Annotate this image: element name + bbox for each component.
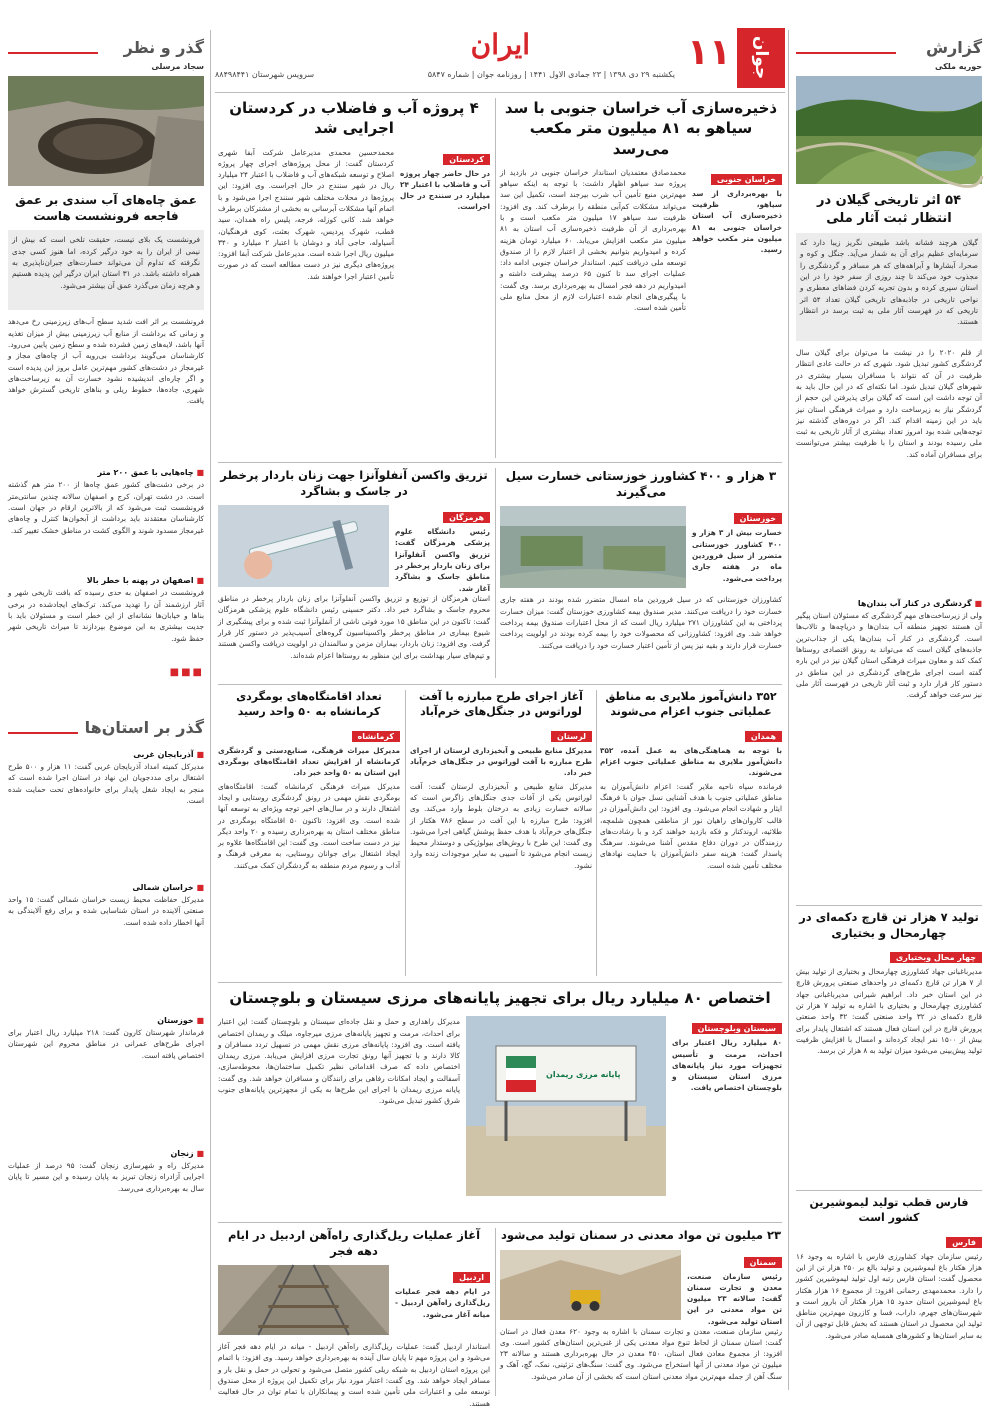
gilan-subhead: ■ گردشگری در کنار آب بندان‌ها [857,599,982,609]
khorasan-headline[interactable]: ذخیره‌سازی آب خراسان جنوبی با سد سیاهو به ۸۱ میلیون متر مکعب می‌رسد [504,99,778,158]
subsidence-subhead-1: ■ چاه‌هایی با عمق ۲۰۰ متر [97,468,204,478]
column-divider [210,30,211,1390]
khuzestan-tag: خوزستان [734,513,782,524]
left-section-title: گذر و نظر [123,38,204,57]
kermanshah-tag: کرمانشاه [352,731,400,742]
fars-body: رئیس سازمان جهاد کشاورزی فارس با اشاره به وجود ۱۶ هزار هکتار باغ لیموشیرین و تولید بالغ بر ۲۵۰ هزار تن از این محصول گفت: استان فارس رتبه اول تولید لیموشیرین کشور را دارد. محمدمهدی رحمانی افزود: از مجموع ۱۶ هزار هکتار باغ لیموشیرین استان حدود ۱۵ هزار هکتار آن بارور است و شهرستان‌های جهرم، داراب، فسا و کازرون مهم‌ترین مناطق تولید این محصول در استان هستند که بخش قابل توجهی از آن به سایر استان‌ها و کشورهای همسایه صادر می‌شود. [796,1251,982,1340]
lorestan-headline[interactable]: آغاز اجرای طرح مبارزه با آفت لوراتوس در جنگل‌های خرم‌آباد [419,690,583,718]
khorasan-tag: خراسان جنوبی [711,174,782,185]
kurdistan-article [218,98,490,458]
gilan-headline[interactable]: ۵۴ اثر تاریخی گیلان در انتظار ثبت آثار ملی [816,193,962,226]
azarbaijan-title-text: آذربایجان غربی [133,750,194,759]
hamedan-headline[interactable]: ۳۵۲ دانش‌آموز ملایری به مناطق عملیاتی جنوب اعزام می‌شوند [605,690,777,718]
gilan-lead: گیلان هرچند فشانه باشد طبیعتی نگریز زیبا دارد که سرمایه‌ای عظیم برای آن به شمار می‌آید. جنگل و کوه و صحرا، آبشارها و آبراهه‌های که هر مسافر و گردشگری را مجذوب خود می‌کند تا چند روزی از سفر خود را در این استان سپری کرده و بدون تجربه کردن فضاهای معطری و نواحی تاریخی در جاذبه‌های تاریخی گیلان تعداد ۵۴ اثر تاریخی که در فهرست آثار ملی به ثبت برسد در انتظار هستند. [796,233,982,341]
sistan-headline[interactable]: اختصاص ۸۰ میلیارد ریال برای تجهیز پایانه‌های مرزی سیستان و بلوچستان [229,989,771,1007]
left-author: سجاد مرسلی [151,62,204,71]
row-divider [218,1222,782,1223]
ardabil-headline[interactable]: آغاز عملیات ریل‌گذاری راه‌آهن اردبیل در ایام دهه فجر [227,1228,481,1258]
subsidence-subhead-1-text: چاه‌هایی با عمق ۲۰۰ متر [97,468,194,478]
contact-line: سرویس شهرستان ۸۸۴۹۸۴۴۱ [215,70,315,79]
khuzestan-lead: خسارت بیش از ۳ هزار و ۴۰۰ کشاورز خوزستانی متضرر از سیل فروردین ماه در هفته جاری پرداخت می‌شود. [692,528,782,583]
khuzestan-brief-title-text: خوزستان [157,1016,194,1025]
zanjan-title-text: زنجان [170,1149,194,1158]
semnan-headline[interactable]: ۲۳ میلیون تن مواد معدنی در سمنان تولید می‌شود [500,1228,782,1242]
article-divider [405,690,406,976]
provinces-news [8,748,204,1393]
subsidence-subhead-2: ■ اصفهان در پهنه با خطر بالا [86,576,204,586]
gilan-landscape-photo [796,76,982,184]
zanjan-text: مدیرکل راه و شهرسازی زنجان گفت: ۹۵ درصد از عملیات اجرایی آزادراه زنجان تبریز به پایان رسیده و این مسیر تا پایان سال به بهره‌برداری می‌رسد. [8,1161,204,1193]
hamedan-body: فرمانده سپاه ناحیه ملایر گفت: اعزام دانش‌آموزان به مناطق عملیاتی جنوب با هدف آشنایی نسل جوان با فرهنگ ایثار و شهادت انجام می‌شود. وی افزود: این دانش‌آموزان در قالب کاروان‌های راهیان نور از مناطقی همچون شلمچه، طلائیه، اروندکنار و فکه بازدید خواهند کرد و با رشادت‌های رزمندگان در دوران دفاع مقدس آشنا می‌شوند. سرهنگ پاسدار گفت: هزینه سفر دانش‌آموزان با حمایت نهادهای مختلف تأمین شده است. [600,781,782,870]
sistan-body: مدیرکل راهداری و حمل و نقل جاده‌ای سیستان و بلوچستان گفت: این اعتبار برای احداث، مرمت و تجهیز پایانه‌های مرزی میرجاوه، میلک و ریمدان اختصاص یافته است. وی افزود: پایانه‌های مرزی نقش مهمی در تسهیل تردد مسافران و کالا دارند و با تجهیز آنها رونق تجارت مرزی افزایش می‌یابد. مرزی ریمدان اختصاص داده که صرف اقداماتی نظیر تکمیل ساختمان‌ها، محوطه‌سازی، آسفالت و ایجاد امکانات رفاهی برای رانندگان و مسافران خواهد شد. وی گفت: پایانه مرزی ریمدان با اجرای این طرح‌ها به یکی از مجهزترین پایانه‌های جنوب شرق کشور تبدیل می‌شود. [218,1017,460,1106]
gilan-subhead-text: گردشگری در کنار آب بندان‌ها [857,599,972,609]
subsidence-article [8,192,204,712]
kermanshah-lead: مدیرکل میراث فرهنگی، صنایع‌دستی و گردشگری کرمانشاه از افزایش تعداد اقامتگاه‌های بومگردی این استان به ۵۰ واحد خبر داد. [218,745,400,778]
left-section-header [8,38,204,64]
khorasan-lead: با بهره‌برداری از سد سیاهو، ظرفیت ذخیره‌سازی آب استان خراسان جنوبی به ۸۱ میلیون متر مکعب خواهد رسید. [692,188,782,255]
column-divider [788,30,789,1390]
subsidence-body-3: فرونشست در اصفهان به حدی رسیده که بافت تاریخی شهر و آثار ارزشمند آن را تهدید می‌کند. ترک‌های ایجادشده در برخی بناها و خیابان‌ها نشانه‌ای از این خطر است و مسئولان باید با جدیت بیشتری به این موضوع بپردازند تا میراث تاریخی شهر حفظ شود. [8,588,204,643]
ardabil-body: استاندار اردبیل گفت: عملیات ریل‌گذاری راه‌آهن اردبیل - میانه در ایام دهه فجر آغاز می‌شود و این پروژه مهم تا پایان سال آینده به بهره‌برداری خواهد رسید. وی افزود: با اتمام این پروژه استان اردبیل به شبکه ریلی کشور متصل می‌شود و تحولی در حمل و نقل بار و مسافر ایجاد خواهد شد. وی گفت: اعتبار مورد نیاز برای تکمیل این پروژه از محل صندوق توسعه ملی و اعتبارات ملی تأمین شده است و پیمانکاران با تمام توان در حال فعالیت هستند. [218,1342,490,1408]
khorasan-north-title: ■ خراسان شمالی [132,883,204,892]
ardabil-lead: در ایام دهه فجر عملیات ریل‌گذاری راه‌آهن اردبیل - میانه آغاز می‌شود. [395,1287,490,1319]
right-author: حوریه ملکی [935,62,982,71]
khorasan-body: محمدصادق معتمدیان استاندار خراسان جنوبی در بازدید از پروژه سد سیاهو اظهار داشت: با توجه به اینکه سیاهو مهم‌ترین منبع تأمین آب شرب بیرجند است، تکمیل این سد می‌تواند مشکلات کم‌آبی منطقه را برطرف کند. وی افزود: ظرفیت سد سیاهو ۱۷ میلیون متر مکعب است و با بهره‌برداری از آن ظرفیت ذخیره‌سازی آب استان به ۸۱ میلیون متر مکعب افزایش می‌یابد. ۶۰ میلیارد تومان هزینه کرده و امیدواریم بتوانیم بخشی از اعتبار لازم را از صندوق توسعه ملی دریافت کنیم. استاندار خراسان جنوبی ادامه داد: عملیات اجرای سد تا کنون ۶۵ درصد پیشرفت داشته و امیدواریم در دهه فجر امسال به بهره‌برداری برسد. وی گفت: با پیگیری‌های انجام شده اعتبارات لازم از محل منابع ملی تأمین شده است. [500,167,687,313]
article-divider [495,468,496,678]
subsidence-body: فرونشست بر اثر افت شدید سطح آب‌های زیرزمینی رخ می‌دهد و زمانی که برداشت از منابع آب زیرزمینی بیش از میزان تغذیه آنها باشد، لایه‌های زمین فشرده شده و سطح زمین پایین می‌رود. کارشناسان می‌گویند برداشت بی‌رویه آب از چاه‌های مجاز و غیرمجاز در دشت‌های کشور مهم‌ترین عامل بروز این پدیده است و اگر چاره‌ای اندیشیده نشود خسارت آن به زیرساخت‌های شهری، جاده‌ها، خطوط ریلی و بناهای تاریخی گسترش خواهد یافت. [8,317,204,406]
khuzestan-article [500,468,782,678]
kurdistan-lead: در حال حاضر چهار پروژه آب و فاضلاب با اعتبار ۲۴ میلیارد در سنندج در حال اجراست. [400,168,490,212]
vaccine-photo [218,505,389,587]
masthead [215,28,785,88]
hormozgan-lead: رئیس دانشگاه علوم پزشکی هرمزگان گفت: تزریق واکسن آنفلوآنزا برای زنان باردار پرخطر در مناطق جاسک و بشاگرد آغاز شد. [395,527,490,593]
semnan-tag: سمنان [744,1257,782,1268]
newspaper-logo[interactable]: جوان [737,28,785,88]
mushroom-tag: چهار محال وبختیاری [890,952,982,963]
article-divider [495,98,496,458]
section-accent-bar [8,732,78,734]
sistan-article [218,988,782,1218]
khorasan-north-title-text: خراسان شمالی [132,883,194,892]
fars-tag: فارس [946,1237,982,1248]
article-divider [796,905,982,906]
date-line: یکشنبه ۲۹ دی ۱۳۹۸ | ۲۳ جمادی الاول ۱۴۴۱ | روزنامه جوان | شماره ۵۸۴۷ [427,70,675,79]
kermanshah-article [218,690,400,976]
gilan-body-2: ولی از زیرساخت‌های مهم گردشگری که مسئولان استان پیگیر آن هستند تجهیز منطقه آب بندان‌ها و دریاچه‌ها و تالاب‌ها است. گردشگری در کنار آب بندان‌ها یکی از جذاب‌ترین جاذبه‌های گیلان است که می‌تواند به رونق اقتصادی روستاها کمک کند و معاون میراث فرهنگی استان گیلان نیز در این باره گفته است اجرای طرح‌های گردشگری در این مناطق در دستور کار قرار دارد و ثبت آثار تاریخی در فهرست آثار ملی نیز سرعت خواهد گرفت. [796,611,982,700]
lorestan-lead: مدیرکل منابع طبیعی و آبخیزداری لرستان از اجرای طرح مبارزه با آفت لوراتوس در جنگل‌های خرم‌آباد خبر داد. [410,745,592,778]
border-terminal-photo [466,1016,666,1196]
section-accent-bar [796,52,896,54]
gilan-body: از قلم ۲۰۲۰ را در نیشت ما می‌توان برای گیلان سال گردشگری کشور تبدیل شود. شهری که در حالت عادی انتظار ظرفیت در آن که نتواند با مسافران بسیار بیشتری در شهرهای گیلان تبدیل شود. اما نکته‌ای که در این حال باید به آن توجه داشت این است که گیلان برای پذیرفتن این حجم از گردشگر نیاز به زیرساخت دارد و میراث فرهنگی استان نیز باید در این زمینه اقدام کند. اگر در دوره‌های گذشته نیز توجه‌هایی شده بود امروز تعداد بیشتری از آثار تاریخی به ثبت ملی رسیده بودند و استان را با ظرفیت بیشتر می‌توانست برای مسافران آماده کند. [796,348,982,459]
sinkhole-photo [8,76,204,186]
end-marks: ■■■ [169,667,204,679]
row-divider [218,462,782,463]
hormozgan-headline[interactable]: تزریق واکسن آنفلوآنزا جهت زنان باردار پرخطر در جاسک و بشاگرد [220,468,488,498]
ardabil-article [218,1228,490,1408]
khorasan-article [500,98,782,458]
lorestan-article [410,690,592,976]
kurdistan-headline[interactable]: ۴ پروژه آب و فاضلاب در کردستان اجرایی شد [229,99,479,138]
azarbaijan-text: مدیرکل کمیته امداد آذربایجان غربی گفت: ۱۱ هزار و ۵۰۰ طرح اشتغال برای مددجویان این نهاد در استان اجرا شده است که منجر به ایجاد شغل پایدار برای خانواده‌های تحت حمایت شده است. [8,762,204,805]
khuzestan-brief-text: فرماندار شهرستان کارون گفت: ۲۱۸ میلیارد ریال اعتبار برای اجرای طرح‌های عمرانی در مناطق محروم این شهرستان اختصاص یافته است. [8,1028,204,1060]
hormozgan-tag: هرمزگان [443,512,490,523]
section-title-iran: ایران [470,28,530,61]
hamedan-article [600,690,782,976]
semnan-article [500,1228,782,1396]
hormozgan-body: استان هرمزگان از توزیع و تزریق واکسن آنفلوآنزا برای زنان باردار پرخطر در مناطق محروم جاسک و بشاگرد خبر داد. دکتر حسینی رئیس دانشگاه علوم پزشکی هرمزگان گفت: تاکنون در این مناطق ۱۵ مورد فوتی ناشی از آنفلوآنزا ثبت شده و برای پیشگیری از شیوع بیماری در مناطق پرخطر واکسیناسیون گروه‌های آسیب‌پذیر در دستور کار قرار گرفت. وی افزود: زنان باردار، بیماران مزمن و سالمندان در اولویت دریافت واکسن هستند و تیم‌های سیار بهداشت برای این منظور به روستاها اعزام شده‌اند. [218,594,490,660]
right-section-header [796,38,982,64]
section-accent-bar [8,52,98,54]
sistan-lead: ۸۰ میلیارد ریال اعتبار برای احداث، مرمت و تأسیس تجهیزات مورد نیاز پایانه‌های مرزی استان سیستان و بلوچستان اختصاص یافت. [672,1038,782,1093]
kurdistan-tag: کردستان [443,154,490,165]
sistan-tag: سیستان وبلوچستان [692,1023,782,1034]
kermanshah-body: مدیرکل میراث فرهنگی کرمانشاه گفت: اقامتگاه‌های بومگردی نقش مهمی در رونق گردشگری روستایی و ایجاد اشتغال دارند و در سال‌های اخیر توجه ویژه‌ای به توسعه آنها شده است. وی افزود: تاکنون ۵۰ اقامتگاه بومگردی در مناطق مختلف استان به بهره‌برداری رسیده و ۲۰ واحد دیگر نیز در دست ساخت است. وی گفت: این اقامتگاه‌ها علاوه بر ایجاد اشتغال برای جوانان روستایی، به معرفی فرهنگ و آداب و رسوم مردم منطقه به گردشگران کمک می‌کنند. [218,781,401,870]
mushroom-body: مدیرباغبانی جهاد کشاورزی چهارمحال و بختیاری از تولید بیش از ۷ هزار تن قارچ دکمه‌ای در واحدهای صنعتی پرورش قارچ در این استان خبر داد. ابراهیم شیرانی مدیرباغبانی جهاد کشاورزی چهارمحال و بختیاری با اشاره به تولید ۷ هزار تن قارچ دکمه‌ای در ۳۲ واحد صنعتی گفت: ۳۲ واحد صنعتی پرورش قارچ در این استان فعال هستند که اشتغال پایدار برای بیش از ۱۵۰۰ نفر ایجاد کرده‌اند و امسال با افزایش ظرفیت تولید پیش‌بینی می‌شود میزان تولید به ۸ هزار تن برسد. [796,967,983,1056]
zanjan-title: ■ زنجان [170,1149,204,1158]
mine-photo [500,1250,681,1320]
kurdistan-body: محمدحسین محمدی مدیرعامل شرکت آبفا شهری کردستان گفت: از محل پروژه‌های اجرای چهار پروژه اصلاح و توسعه شبکه‌های آب و فاضلاب با اعتبار ۲۴ میلیارد ریال در شهر سنندج در حال اجراست. وی افزود: این پروژه‌ها در محلات مختلف شهر سنندج اجرا می‌شود و با اتمام آنها مشکلات آبرسانی به بخشی از مشترکان برطرف خواهد شد. کانی کوزله، فرجه، پلیس راه همدان، سید قطب، شهرک پردیس، شهرک بعثت، کوی فرهنگیان، آسیاوله، حاجی آباد و دوشان با اعتبار ۲ میلیارد و ۳۴۰ میلیون ریال اجرا شده است. مدیرعامل شرکت آبفا افزود: پروژه‌های دیگری نیز در دست مطالعه است که در صورت تأمین اعتبار اجرا خواهند شد. [218,147,394,281]
article-divider [596,690,597,976]
hamedan-lead: با توجه به هماهنگی‌های به عمل آمده، ۳۵۲ دانش‌آموز ملایری به مناطق عملیاتی جنوب اعزام می‌شوند. [600,745,782,778]
khuzestan-headline[interactable]: ۳ هزار و ۴۰۰ کشاورز خوزستانی خسارت سیل می‌گیرند [505,469,777,500]
article-divider [796,1190,982,1191]
lorestan-tag: لرستان [551,731,592,742]
fars-article [796,1196,982,1396]
flooded-farm-photo [500,506,686,588]
provinces-section-header [8,718,204,744]
mushroom-headline[interactable]: تولید ۷ هزار تن قارچ دکمه‌ای در چهارمحال و بختیاری [799,910,979,940]
azarbaijan-title: ■ آذربایجان غربی [133,750,204,759]
border-sign-caption: پایانه مرزی ریمدان [546,1070,621,1080]
khuzestan-brief-title: ■ خوزستان [157,1016,204,1025]
right-section-title: گزارش [925,38,982,57]
provinces-section-title: گذر بر استان‌ها [84,718,204,737]
semnan-body: رئیس سازمان صنعت، معدن و تجارت سمنان با اشاره به وجود ۶۲۰ معدن فعال در استان گفت: استان سمنان از لحاظ تنوع مواد معدنی یکی از غنی‌ترین استان‌های کشور است. وی افزود: از مجموع معادن فعال استان، ۴۵۰ معدن در حال بهره‌برداری هستند و سالانه ۲۳ میلیون تن مواد معدنی از آنها استخراج می‌شود. وی گفت: سنگ‌های تزئینی، نمک، گچ، آهک و سنگ آهن از جمله مهم‌ترین مواد معدنی استان است که بخشی از آن صادر می‌شود. [500,1326,782,1381]
subsidence-headline[interactable]: عمق چاه‌های آب سندی بر عمق فاجعه فرونشست هاست [15,193,197,224]
article-divider [495,1228,496,1396]
kermanshah-headline[interactable]: تعداد اقامتگاه‌های بومگردی کرمانشاه به ۵۰ واحد رسید [236,690,382,718]
subsidence-subhead-2-text: اصفهان در پهنه با خطر بالا [86,576,194,586]
hamedan-tag: همدان [745,731,782,742]
page-number: ۱۱ [687,32,731,73]
khorasan-north-text: مدیرکل حفاظت محیط زیست خراسان شمالی گفت: ۱۵ واحد صنعتی آلاینده در استان شناسایی شده و برای رفع آلایندگی به آنها اخطار داده شده است. [8,895,204,927]
row-divider [218,982,782,983]
gilan-article [796,192,982,910]
khuzestan-body: کشاورزان خوزستانی که در سیل فروردین ماه امسال متضرر شده بودند در هفته جاری خسارت خود را دریافت می‌کنند. مدیر صندوق بیمه کشاورزی خوزستان گفت: میزان خسارت پرداختی به این کشاورزان ۲۷۱ میلیارد ریال است که از محل اعتبارات صندوق بیمه پرداخت خواهد شد. وی افزود: کشاورزانی که محصولات خود را بیمه کرده بودند در اولویت پرداخت خسارت قرار دارند و بقیه نیز پس از تأمین اعتبار خسارت خود را دریافت می‌کنند. [500,595,782,650]
ardabil-tag: اردبیل [453,1272,490,1283]
subsidence-lead: فرونشست یک بلای تیست، حقیقت تلخی است که بیش از نیمی از ایران را به خود درگیر کرده، اما هنوز کسی جدی نگرفته که تداوم آن می‌تواند خسارت‌های جبران‌ناپذیری به همراه داشته باشد. در ۳۱ استان ایران درگیر این پدیده هستیم و هرچه زمان می‌گذرد عمق آن بیشتر می‌شود. [8,230,204,310]
subsidence-body-2: در برخی دشت‌های کشور عمق چاه‌ها از ۲۰۰ متر هم گذشته است. در دشت تهران، کرج و اصفهان سالانه چندین سانتی‌متر فرونشست ثبت می‌شود که از بالاترین ارقام در جهان است. کارشناسان معتقدند باید برداشت از آبخوان‌ها کنترل و چاه‌های غیرمجاز مسدود شوند و الگوی کشت در مناطق خشک تغییر کند. [8,480,204,535]
row-divider [218,684,782,685]
mushroom-article [796,910,982,1190]
railway-photo [218,1265,389,1335]
semnan-lead: رئیس سازمان صنعت، معدن و تجارت سمنان گفت: سالانه ۲۳ میلیون تن مواد معدنی در این استان تولید می‌شود. [687,1271,783,1326]
masthead-divider [215,92,785,93]
fars-headline[interactable]: فارس قطب تولید لیموشیرین کشور است [809,1196,969,1224]
lorestan-body: مدیرکل منابع طبیعی و آبخیزداری لرستان گفت: آفت لوراتوس یکی از آفات جدی جنگل‌های زاگرس است که سالانه خسارت زیادی به درختان بلوط وارد می‌کند. وی افزود: طرح مبارزه با این آفت در سطح ۷۸۶ هکتار از جنگل‌های خرم‌آباد با هدف حفظ پوشش گیاهی اجرا می‌شود. وی گفت: این طرح با روش‌های بیولوژیکی و دوستدار محیط زیست انجام می‌شود تا آسیبی به سایر موجودات زنده وارد نشود. [410,781,592,870]
hormozgan-article [218,468,490,678]
